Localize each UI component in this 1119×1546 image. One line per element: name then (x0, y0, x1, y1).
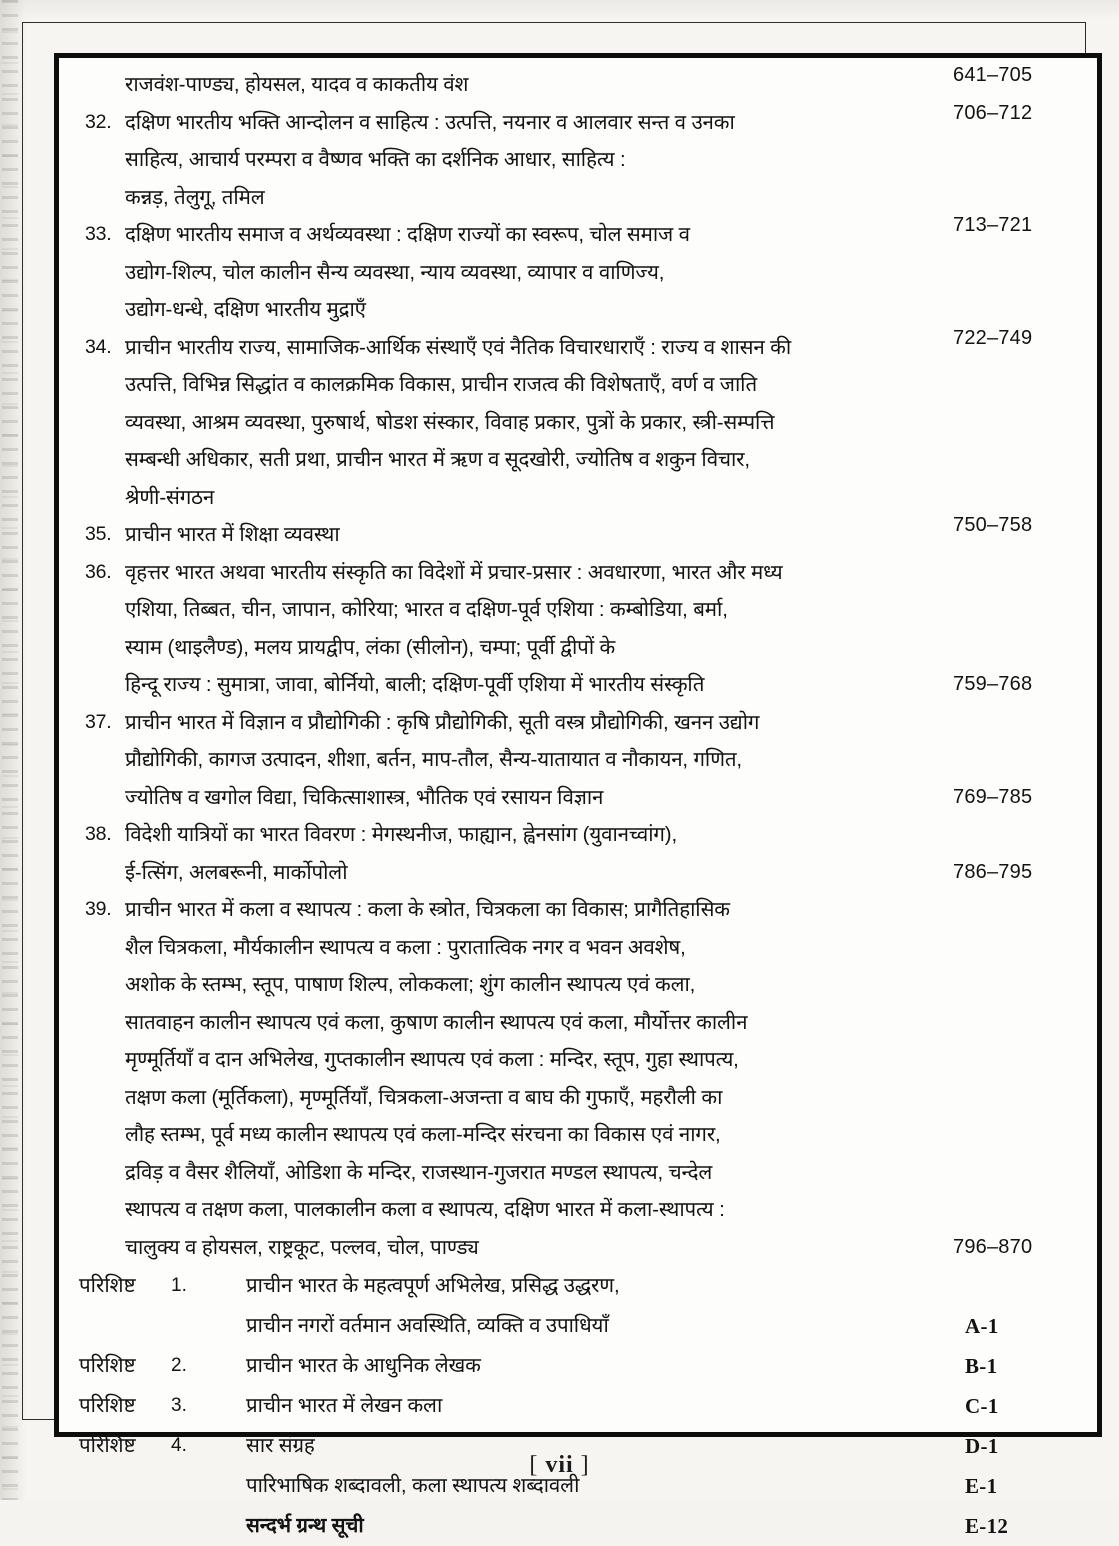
appendix-entry-label: परिशिष्ट (79, 1394, 136, 1417)
toc-entry-line: एशिया, तिब्बत, चीन, जापान, कोरिया; भारत व दक्षिण-पूर्व एशिया : कम्बोडिया, बर्मा, (125, 598, 728, 621)
toc-entry-line: प्रौद्योगिकी, कागज उत्पादन, शीशा, बर्तन, माप-तौल, सैन्य-यातायात व नौकायन, गणित, (125, 748, 742, 771)
toc-entry-page-number: 641–705 (953, 64, 1033, 86)
toc-entry (79, 554, 1079, 704)
toc-entry-title (125, 816, 939, 891)
toc-entry-page-number: 722–749 (953, 326, 1033, 349)
toc-entry-line: ई-त्सिंग, अलबरूनी, मार्कोपोलो (125, 860, 348, 884)
toc-entry (79, 216, 1079, 329)
toc-entry-line: हिन्दू राज्य : सुमात्रा, जावा, बोर्नियो, बाली; दक्षिण-पूर्वी एशिया में भारतीय संस्कृति (125, 673, 705, 696)
toc-entry-page-cell (939, 66, 1079, 95)
toc-entry-line: कन्नड़, तेलुगू, तमिल (125, 185, 265, 209)
toc-entry (79, 326, 1079, 517)
appendix-entry (79, 1386, 1079, 1426)
toc-entry-line: उद्योग-धन्धे, दक्षिण भारतीय मुद्राएँ (125, 298, 366, 321)
appendix-entry-number: 2. (171, 1355, 187, 1376)
scan-speckle-artifact (2, 0, 18, 1500)
toc-entry-line: शैल चित्रकला, मौर्यकालीन स्थापत्य व कला : पुरातात्विक नगर व भवन अवशेष, (125, 935, 686, 959)
appendix-entry-line: प्राचीन नगरों वर्तमान अवस्थिति, व्यक्ति व उपाधियाँ (246, 1314, 609, 1337)
folio-bracket-open: [ (529, 1452, 539, 1478)
toc-entry-title (125, 704, 939, 817)
toc-entry-number: 34. (85, 335, 112, 358)
appendix-entry (79, 1506, 1079, 1546)
toc-entry-line: चालुक्य व होयसल, राष्ट्रकूट, पल्लव, चोल, पाण्ड्य (125, 1235, 479, 1259)
toc-entry-line: लौह स्तम्भ, पूर्व मध्य कालीन स्थापत्य एवं कला-मन्दिर संरचना का विकास एवं नागर, (125, 1123, 721, 1146)
toc-entry-page-cell (939, 891, 1079, 1266)
toc-entry-line: विदेशी यात्रियों का भारत विवरण : मेगस्थनीज, फाह्यान, ह्वेनसांग (युवानच्वांग), (125, 823, 678, 846)
appendix-entry (79, 1346, 1079, 1386)
appendix-list (79, 1266, 1079, 1546)
appendix-entry-line: प्राचीन भारत के महत्वपूर्ण अभिलेख, प्रसिद्ध उद्धरण, (246, 1274, 620, 1297)
toc-entry-title (125, 104, 939, 217)
appendix-entry-title (246, 1386, 939, 1426)
toc-entry-line: द्रविड़ व वैसर शैलियाँ, ओडिशा के मन्दिर, राजस्थान-गुजरात मण्डल स्थापत्य, चन्देल (125, 1160, 713, 1184)
appendix-entry-page-number: A-1 (965, 1314, 999, 1338)
toc-entry-line: प्राचीन भारत में विज्ञान व प्रौद्योगिकी : कृषि प्रौद्योगिकी, सूती वस्त्र प्रौद्योगिकी, खनन उद्योग (125, 710, 760, 734)
appendix-entry-number: 1. (171, 1275, 187, 1296)
toc-entry-line: प्राचीन भारत में शिक्षा व्यवस्था (125, 523, 340, 546)
toc-entry-line: उद्योग-शिल्प, चोल कालीन सैन्य व्यवस्था, न्याय व्यवस्था, व्यापार व वाणिज्य, (125, 260, 665, 284)
folio-number: vii (545, 1452, 574, 1478)
appendix-entry (79, 1266, 1079, 1346)
toc-entry-title (125, 891, 939, 1266)
toc-entry-line: ज्योतिष व खगोल विद्या, चिकित्साशास्त्र, भौतिक एवं रसायन विज्ञान (125, 785, 604, 809)
appendix-entry-page-number: D-1 (965, 1434, 999, 1458)
toc-entry-line: राजवंश-पाण्ड्य, होयसल, यादव व काकतीय वंश (125, 73, 469, 96)
toc-entry-page-cell (939, 216, 1079, 245)
appendix-entry-page-cell (939, 1346, 1079, 1386)
toc-entry-line: मृण्मूर्तियाँ व दान अभिलेख, गुप्तकालीन स्थापत्य एवं कला : मन्दिर, स्तूप, गुहा स्थापत्य, (125, 1048, 739, 1071)
toc-entry-page-number: 750–758 (953, 514, 1033, 536)
toc-entry-page-cell (939, 704, 1079, 817)
appendix-entry-number: 4. (171, 1435, 187, 1456)
toc-entry-title (125, 329, 939, 517)
toc-entry-page-number: 759–768 (953, 673, 1033, 695)
toc-entry-line: साहित्य, आचार्य परम्परा व वैष्णव भक्ति का दर्शनिक आधार, साहित्य : (125, 148, 626, 171)
appendix-entry-page-number: B-1 (965, 1354, 998, 1378)
appendix-entry-line: प्राचीन भारत के आधुनिक लेखक (246, 1354, 481, 1377)
appendix-entry-page-number: C-1 (965, 1394, 999, 1418)
toc-entry-number: 38. (85, 823, 112, 845)
toc-entry-number: 32. (85, 110, 112, 133)
toc-entry-line: दक्षिण भारतीय समाज व अर्थव्यवस्था : दक्षिण राज्यों का स्वरूप, चोल समाज व (125, 223, 690, 246)
toc-entry-page-cell (939, 516, 1079, 545)
toc-entry-page-number: 713–721 (953, 214, 1033, 236)
toc-entry-line: स्थापत्य व तक्षण कला, पालकालीन कला व स्थापत्य, दक्षिण भारत में कला-स्थापत्य : (125, 1198, 725, 1221)
toc-entry-page-cell (939, 554, 1079, 704)
toc-entry-number: 39. (85, 898, 112, 920)
folio-bracket-close: ] (580, 1452, 590, 1478)
appendix-entry-title (246, 1266, 939, 1346)
toc-entry-line: सम्बन्धी अधिकार, सती प्रथा, प्राचीन भारत में ऋण व सूदखोरी, ज्योतिष व शकुन विचार, (125, 448, 750, 471)
toc-entry-line: वृहत्तर भारत अथवा भारतीय संस्कृति का विदेशों में प्रचार-प्रसार : अवधारणा, भारत और मध्य (125, 560, 783, 584)
toc-entry-page-number: 796–870 (953, 1235, 1033, 1258)
toc-entry (79, 66, 1079, 104)
toc-entry-number: 33. (85, 223, 112, 245)
appendix-entry-line: सार संग्रह (246, 1434, 315, 1457)
toc-entry-title (125, 554, 939, 704)
toc-entry-number: 36. (85, 560, 112, 583)
toc-entry-line: श्रेणी-संगठन (125, 485, 215, 509)
toc-entry (79, 516, 1079, 554)
appendix-entry-page-cell (939, 1386, 1079, 1426)
toc-entry-line: उत्पत्ति, विभिन्न सिद्धांत व कालक्रमिक विकास, प्राचीन राजत्व की विशेषताएँ, वर्ण व जाति (125, 373, 758, 396)
toc-entry-line: प्राचीन भारत में कला व स्थापत्य : कला के स्त्रोत, चित्रकला का विकास; प्रागैतिहासिक (125, 898, 730, 921)
toc-entry-list (79, 66, 1079, 1266)
toc-entry-page-number: 786–795 (953, 860, 1033, 883)
toc-entry (79, 891, 1079, 1266)
toc-entry-line: सातवाहन कालीन स्थापत्य एवं कला, कुषाण कालीन स्थापत्य एवं कला, मौर्योत्तर कालीन (125, 1010, 748, 1034)
toc-entry (79, 704, 1079, 817)
toc-entry-line: प्राचीन भारतीय राज्य, सामाजिक-आर्थिक संस्थाएँ एवं नैतिक विचारधाराएँ : राज्य व शासन की (125, 335, 792, 359)
page-folio (0, 1452, 1119, 1479)
toc-entry-page-cell (939, 326, 1079, 358)
appendix-entry-line: सन्दर्भ ग्रन्थ सूची (246, 1514, 364, 1537)
appendix-entry-number: 3. (171, 1395, 187, 1416)
toc-entry-page-cell (939, 101, 1079, 133)
appendix-entry-title (246, 1506, 939, 1546)
appendix-entry-label: परिशिष्ट (79, 1354, 136, 1377)
appendix-entry-page-number: E-1 (965, 1474, 998, 1498)
toc-entry-page-number: 769–785 (953, 785, 1033, 808)
toc-entry-number: 35. (85, 523, 112, 545)
appendix-entry-page-cell (939, 1266, 1079, 1346)
appendix-entry-page-number: E-12 (965, 1514, 1009, 1538)
toc-entry-line: तक्षण कला (मूर्तिकला), मृण्मूर्तियाँ, चित्रकला-अजन्ता व बाघ की गुफाएँ, महरौली का (125, 1085, 723, 1109)
toc-entry-line: अशोक के स्तम्भ, स्तूप, पाषाण शिल्प, लोककला; शुंग कालीन स्थापत्य एवं कला, (125, 973, 696, 996)
appendix-entry-label: परिशिष्ट (79, 1274, 136, 1297)
toc-entry-line: व्यवस्था, आश्रम व्यवस्था, पुरुषार्थ, षोडश संस्कार, विवाह प्रकार, पुत्रों के प्रकार, स्त्री-सम्पत्ति (125, 410, 775, 434)
toc-entry (79, 816, 1079, 891)
toc-entry-line: दक्षिण भारतीय भक्ति आन्दोलन व साहित्य : उत्पत्ति, नयनार व आलवार सन्त व उनका (125, 110, 735, 134)
appendix-entry-line: पारिभाषिक शब्दावली, कला स्थापत्य शब्दावली (246, 1474, 580, 1497)
appendix-entry-line: प्राचीन भारत में लेखन कला (246, 1394, 443, 1417)
toc-entry-title (125, 516, 939, 554)
toc-entry-page-cell (939, 816, 1079, 891)
toc-entry-title (125, 216, 939, 329)
appendix-entry-page-cell (939, 1506, 1079, 1546)
toc-entry-number: 37. (85, 710, 112, 733)
appendix-entry-title (246, 1346, 939, 1386)
toc-entry-line: स्याम (थाइलैण्ड), मलय प्रायद्वीप, लंका (सीलोन), चम्पा; पूर्वी द्वीपों के (125, 635, 616, 659)
toc-entry-title (125, 66, 939, 104)
toc-entry-page-number: 706–712 (953, 101, 1033, 124)
toc-entry (79, 101, 1079, 217)
appendix-entry-label: परिशिष्ट (79, 1434, 136, 1457)
